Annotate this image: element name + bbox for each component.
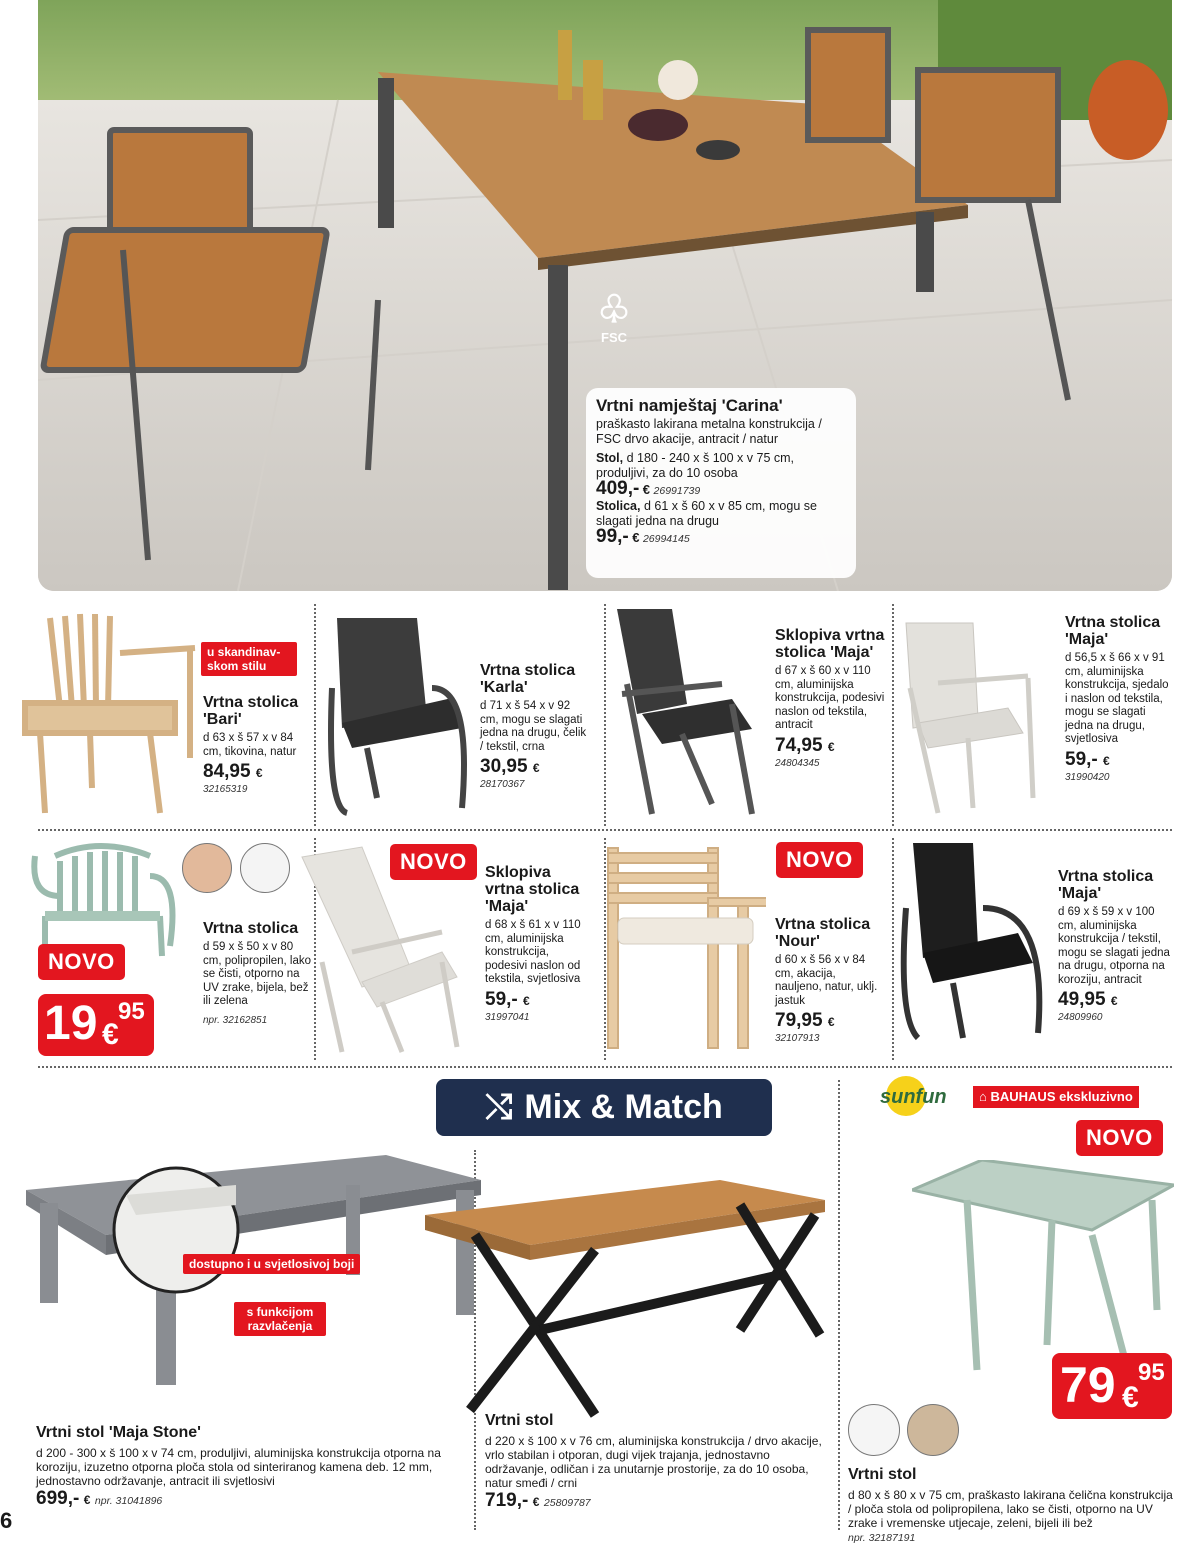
big-price-badge: 19 95 € (38, 994, 154, 1056)
chair-maja-folding-image (612, 604, 772, 822)
novo-badge: NOVO (1076, 1120, 1163, 1156)
page-number: 6 (0, 1508, 13, 1533)
home-icon: ⌂ (979, 1089, 987, 1104)
white-color-swatch[interactable] (848, 1404, 900, 1456)
sunfun-logo: sunfun (880, 1076, 964, 1122)
novo-badge: NOVO (390, 844, 477, 880)
product-maja-grey: Vrtna stolica 'Maja' d 56,5 x š 66 x v 91 cm, aluminijska konstrukcija, sjedalo i naslon od tekstila, mogu se slagati jedna na drugu, svjetlosiva 59,- € 31990420 (1065, 614, 1169, 783)
light-grey-tag: dostupno i u svjetlosivoj boji (183, 1254, 360, 1274)
chair-maja-grey-image (898, 618, 1058, 818)
novo-badge: NOVO (38, 944, 125, 980)
divider (38, 1066, 1172, 1068)
divider (892, 604, 894, 826)
shuffle-icon: ⤭ (485, 1088, 513, 1126)
divider (604, 604, 606, 826)
product-maja-folding: Sklopiva vrtna stolica 'Maja' d 67 x š 60 x v 110 cm, aluminijska konstrukcija, podesivi naslon od tekstila, antracit 74,95 € 24804345 (775, 627, 885, 769)
beige-color-swatch[interactable] (182, 843, 232, 893)
product-maja-folding-grey: Sklopiva vrtna stolica 'Maja' d 68 x š 61 x v 110 cm, aluminijska konstrukcija, podesivi naslon od tekstila, svjetlosiva 59,- € 31997041 (485, 864, 581, 1023)
table-price: 409,- (596, 478, 640, 499)
product-maja-stone-table: Vrtni stol 'Maja Stone' d 200 - 300 x š 100 x v 74 cm, produljivi, aluminijska konstrukcija otporna na koroziju, izuzetno otporna ploča stola od sinteriranog kamena deb. 12 mm, jednostavno održavanje, antracit ili svjetlosivi 699,- € npr. 31041896 (36, 1424, 441, 1509)
chair-maja-black-image (898, 838, 1053, 1050)
scandinavian-tag: u skandinav-skom stilu (201, 642, 297, 676)
divider (892, 838, 894, 1060)
extension-tag: s funkcijom razvlačenja (234, 1302, 326, 1336)
bauhaus-exclusive-badge: ⌂ BAUHAUS ekskluzivno (973, 1086, 1139, 1108)
product-polypropylene-table: Vrtni stol d 80 x š 80 x v 75 cm, praškasto lakirana čelična konstrukcija / ploča stola od polipropilena, lako se čisti, otporno na UV zrake i vremenske utjecaje, zeleni, bijeli ili bež npr. 32187191 (848, 1466, 1173, 1544)
big-price-badge: 79 95 € (1052, 1353, 1172, 1419)
chair-bari-image (20, 608, 205, 823)
chair-polypropylene-image (30, 836, 180, 961)
divider (38, 829, 1172, 831)
divider (314, 604, 316, 826)
table-acacia-image (420, 1180, 830, 1420)
product-acacia-table: Vrtni stol d 220 x š 100 x v 76 cm, aluminijska konstrukcija / drvo akacije, vrlo stabilan i otporan, dugi vijek trajanja, jednostavno održavanje, odličan i za unutarnje prostorije, za do 10 osoba, natur smeđi / crni 719,- € 25809787 (485, 1412, 822, 1511)
hero-info-box: Vrtni namještaj 'Carina' praškasto lakirana metalna konstrukcija / FSC drvo akacije, antracit / natur Stol, d 180 - 240 x š 100 x v 75 cm, produljivi, za do 10 osoba 409,- € 26991739 Stolica, d 61 x š 60 x v 85 cm, mogu se slagati jedna na drugu 99,- € 26994145 (586, 388, 856, 578)
mix-match-banner: ⤭ Mix & Match (436, 1079, 772, 1136)
product-karla: Vrtna stolica 'Karla' d 71 x š 54 x v 92 cm, mogu se slagati jedna na drugu, čelik / tekstil, crna 30,95 € 28170367 (480, 662, 587, 790)
chair-price: 99,- (596, 526, 629, 547)
product-maja-black: Vrtna stolica 'Maja' d 69 x š 59 x v 100 cm, aluminijska konstrukcija / tekstil, mogu se slagati jedna na drugu, otporna na koroziju, antracit 49,95 € 24809960 (1058, 868, 1170, 1023)
hero-title: Vrtni namještaj 'Carina' (596, 396, 783, 415)
chair-nour-image (598, 838, 766, 1056)
fsc-logo: ♧ FSC (596, 289, 632, 345)
product-bari: Vrtna stolica 'Bari' d 63 x š 57 x v 84 cm, tikovina, natur 84,95 € 32165319 (203, 694, 299, 795)
white-color-swatch[interactable] (240, 843, 290, 893)
chair-karla-image (322, 608, 477, 823)
hero-desc: praškasto lakirana metalna konstrukcija / FSC drvo akacije, antracit / natur (596, 417, 822, 446)
beige-color-swatch[interactable] (907, 1404, 959, 1456)
divider (838, 1080, 840, 1530)
product-nour: Vrtna stolica 'Nour' d 60 x š 56 x v 84 cm, akacija, nauljeno, natur, uklj. jastuk 79,95 € 32107913 (775, 916, 878, 1044)
product-polypropylene-chair: Vrtna stolica d 59 x š 50 x v 80 cm, polipropilen, lako se čisti, otporno na UV zrake, bijela, bež ili zelena npr. 32162851 (203, 920, 312, 1026)
novo-badge: NOVO (776, 842, 863, 878)
